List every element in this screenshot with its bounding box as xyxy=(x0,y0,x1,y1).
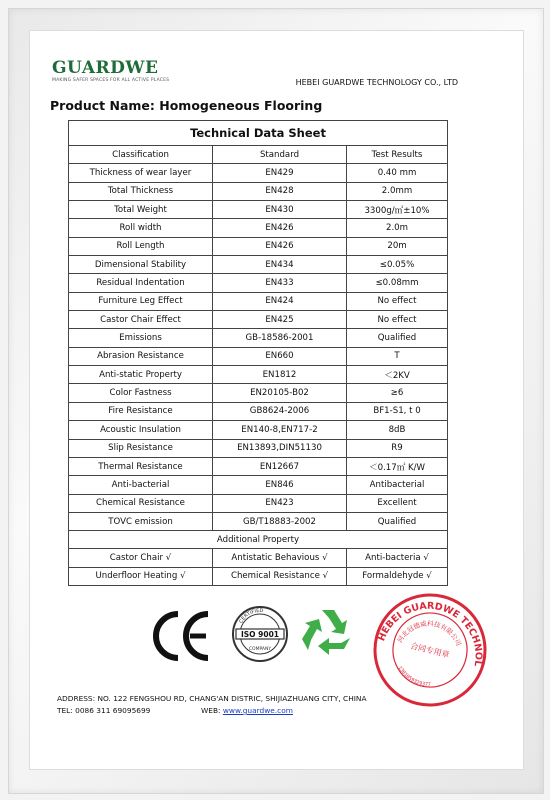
cell-standard: EN428 xyxy=(213,182,347,200)
cell-classification: Thickness of wear layer xyxy=(69,164,213,182)
table-row xyxy=(69,494,448,512)
header-test-results: Test Results xyxy=(347,146,448,164)
table-row xyxy=(69,182,448,200)
cell-standard: GB-18586-2001 xyxy=(213,329,347,347)
footer-web-link[interactable]: www.guardwe.com xyxy=(222,706,293,715)
iso-top-text: CERTIFIED xyxy=(238,607,264,625)
cell-classification: Total Weight xyxy=(69,201,213,219)
product-name: Product Name: Homogeneous Flooring xyxy=(50,98,323,113)
table-row xyxy=(69,439,448,457)
cell-test-result: R9 xyxy=(347,439,448,457)
cell-classification: Abrasion Resistance xyxy=(69,347,213,365)
table-row xyxy=(69,274,448,292)
cell-standard: EN426 xyxy=(213,219,347,237)
table-row xyxy=(69,457,448,475)
cell-classification: Dimensional Stability xyxy=(69,256,213,274)
cell-classification: Roll Length xyxy=(69,237,213,255)
table-row xyxy=(69,347,448,365)
cell-test-result: ≥6 xyxy=(347,384,448,402)
table-row xyxy=(69,402,448,420)
table-row xyxy=(69,219,448,237)
cell-standard: EN140-8,EN717-2 xyxy=(213,421,347,439)
svg-text:CERTIFIED xyxy=(238,608,263,625)
technical-data-table xyxy=(68,120,448,586)
cell-classification: Castor Chair Effect xyxy=(69,311,213,329)
cell-test-result: No effect xyxy=(347,292,448,310)
cell-test-result: No effect xyxy=(347,311,448,329)
table-row xyxy=(69,292,448,310)
footer-tel: TEL: 0086 311 69095699 xyxy=(57,706,151,715)
stamp-number: 1301059329377 xyxy=(396,665,431,689)
cell-classification: Color Fastness xyxy=(69,384,213,402)
cell-standard: EN433 xyxy=(213,274,347,292)
cell-test-result: 2.0mm xyxy=(347,182,448,200)
cell-test-result: Excellent xyxy=(347,494,448,512)
cell-test-result: 20m xyxy=(347,237,448,255)
cell-test-result: Antibacterial xyxy=(347,476,448,494)
table-row xyxy=(69,329,448,347)
svg-text:HEBEI GUARDWE TECHNOLOGY CO., xyxy=(370,590,490,668)
footer-web-label: WEB: xyxy=(201,706,223,715)
logo-tagline: MAKING SAFER SPACES FOR ALL ACTIVE PLACES xyxy=(52,78,170,83)
iso-bottom-text: COMPANY xyxy=(248,647,272,652)
stamp-inner-text: 河北冠德威科技有限公司 xyxy=(396,619,463,648)
cell-classification: Anti-bacterial xyxy=(69,476,213,494)
cell-test-result: ＜2KV xyxy=(347,366,448,384)
additional-property-cell: Anti-bacteria √ xyxy=(347,549,448,567)
table-title-row xyxy=(69,121,448,146)
cell-classification: Roll width xyxy=(69,219,213,237)
recycle-icon xyxy=(300,606,358,662)
cell-classification: Fire Resistance xyxy=(69,402,213,420)
cell-classification: TOVC emission xyxy=(69,512,213,530)
cell-classification: Residual Indentation xyxy=(69,274,213,292)
cell-test-result: Qualified xyxy=(347,329,448,347)
additional-property-cell: Castor Chair √ xyxy=(69,549,213,567)
table-row xyxy=(69,421,448,439)
table-row xyxy=(69,384,448,402)
table-row xyxy=(69,256,448,274)
company-name: HEBEI GUARDWE TECHNOLOGY CO., LTD xyxy=(295,78,458,87)
table-row xyxy=(69,366,448,384)
additional-property-cell: Chemical Resistance √ xyxy=(213,567,347,585)
stamp-label: 合同专用章 xyxy=(409,641,451,660)
cell-standard: EN13893,DIN51130 xyxy=(213,439,347,457)
cell-test-result: BF1-S1, t 0 xyxy=(347,402,448,420)
certification-logos xyxy=(150,600,490,700)
header-standard: Standard xyxy=(213,146,347,164)
cell-standard: EN20105-B02 xyxy=(213,384,347,402)
cell-classification: Thermal Resistance xyxy=(69,457,213,475)
table-row xyxy=(69,201,448,219)
company-seal-stamp xyxy=(370,590,490,710)
cell-standard: EN12667 xyxy=(213,457,347,475)
svg-text:1301059329377 xyxy=(394,664,435,689)
cell-classification: Acoustic Insulation xyxy=(69,421,213,439)
table-row xyxy=(69,311,448,329)
cell-test-result: ＜0.17㎡ K/W xyxy=(347,457,448,475)
cell-classification: Total Thickness xyxy=(69,182,213,200)
additional-property-row xyxy=(69,549,448,567)
cell-classification: Furniture Leg Effect xyxy=(69,292,213,310)
cell-test-result: 8dB xyxy=(347,421,448,439)
cell-classification: Chemical Resistance xyxy=(69,494,213,512)
table-row xyxy=(69,512,448,530)
table-row xyxy=(69,237,448,255)
cell-test-result: T xyxy=(347,347,448,365)
additional-property-title: Additional Property xyxy=(69,531,448,549)
table-row xyxy=(69,476,448,494)
cell-classification: Emissions xyxy=(69,329,213,347)
iso-label: ISO 9001 xyxy=(240,630,280,639)
cell-standard: GB8624-2006 xyxy=(213,402,347,420)
cell-test-result: Qualified xyxy=(347,512,448,530)
additional-property-cell: Formaldehyde √ xyxy=(347,567,448,585)
stamp-outer-text: HEBEI GUARDWE TECHNOLOGY xyxy=(376,600,484,667)
cell-standard: EN424 xyxy=(213,292,347,310)
table-row xyxy=(69,164,448,182)
company-logo xyxy=(52,60,169,83)
cell-standard: EN1812 xyxy=(213,366,347,384)
table-header-row xyxy=(69,146,448,164)
cell-test-result: 0.40 mm xyxy=(347,164,448,182)
table-title: Technical Data Sheet xyxy=(69,121,448,146)
cell-standard: EN423 xyxy=(213,494,347,512)
cell-standard: EN425 xyxy=(213,311,347,329)
cell-classification: Slip Resistance xyxy=(69,439,213,457)
cell-standard: EN434 xyxy=(213,256,347,274)
iso-9001-seal-icon xyxy=(230,602,290,668)
additional-property-cell: Underfloor Heating √ xyxy=(69,567,213,585)
cell-test-result: ≤0.05% xyxy=(347,256,448,274)
cell-test-result: 3300g/㎡±10% xyxy=(347,201,448,219)
cell-standard: EN660 xyxy=(213,347,347,365)
cell-standard: GB/T18883-2002 xyxy=(213,512,347,530)
logo-wordmark: GUARDWE xyxy=(52,58,159,78)
logo-a-glyph: A xyxy=(81,58,96,78)
cell-standard: EN426 xyxy=(213,237,347,255)
header-classification: Classification xyxy=(69,146,213,164)
footer-contact xyxy=(57,693,367,717)
footer-address: ADDRESS: NO. 122 FENGSHOU RD, CHANG'AN DISTRIC, SHIJIAZHUANG CITY, CHINA xyxy=(57,694,367,703)
ce-mark-icon xyxy=(150,606,212,666)
cell-test-result: ≤0.08mm xyxy=(347,274,448,292)
cell-test-result: 2.0m xyxy=(347,219,448,237)
cell-standard: EN846 xyxy=(213,476,347,494)
cell-standard: EN429 xyxy=(213,164,347,182)
additional-property-cell: Antistatic Behavious √ xyxy=(213,549,347,567)
cell-standard: EN430 xyxy=(213,201,347,219)
additional-property-row xyxy=(69,567,448,585)
cell-classification: Anti-static Property xyxy=(69,366,213,384)
additional-property-header-row xyxy=(69,531,448,549)
